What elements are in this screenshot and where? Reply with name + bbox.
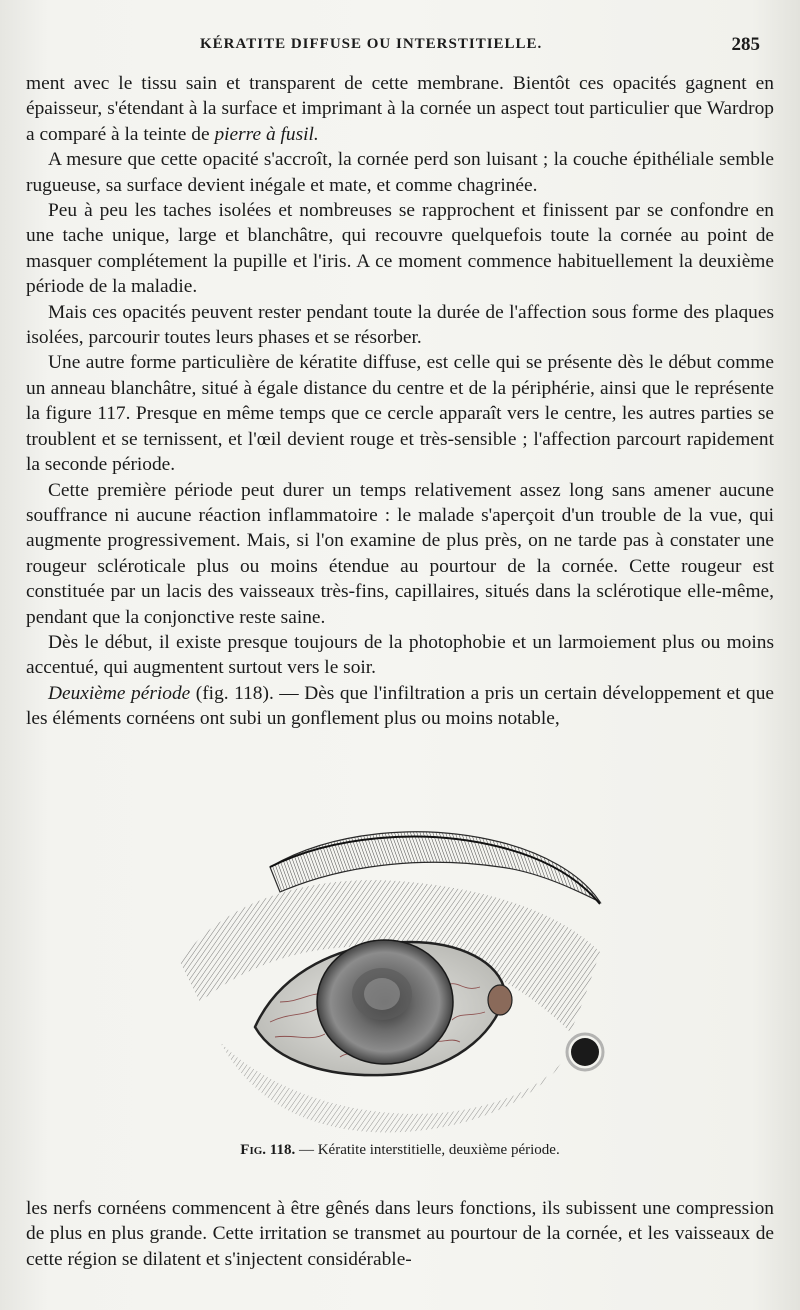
figure-caption-text: — Kératite interstitielle, deuxième période. bbox=[298, 1142, 560, 1158]
paragraph-1 bbox=[26, 71, 774, 147]
paragraph-1-text: ment avec le tissu sain et transparent de cette membrane. Bientôt ces opacités gagnent en épaisseur, s'étendant à la surface et imprimant à la cornée un aspect tout particulier que Wardrop a comparé à la teinte de bbox=[26, 73, 774, 145]
running-title: KÉRATITE DIFFUSE OU INTERSTITIELLE. bbox=[200, 36, 543, 52]
figure-caption bbox=[0, 1142, 800, 1159]
paragraph-8 bbox=[26, 681, 774, 732]
paragraph-7: Dès le début, il existe presque toujours de la photophobie et un larmoiement plus ou moins accentué, qui augmentent surtout vers le soir. bbox=[26, 631, 774, 679]
paragraph-8-text: (fig. 118). — Dès que l'infiltration a pris un certain développement et que les éléments cornéens ont subi un gonflement plus ou moins notable, bbox=[26, 682, 774, 730]
body-text-upper bbox=[26, 71, 774, 732]
body-text-lower bbox=[26, 1196, 774, 1272]
paragraph-5: Une autre forme particulière de kératite diffuse, est celle qui se présente dès le début comme un anneau blanchâtre, situé à égale distance du centre et de la périphérie, ainsi que le représente la figure 117. Presque en même temps que ce cercle apparaît vers le centre, les autres parties se troublent et se ternissent, et l'œil devient rouge et très-sensible ; l'affection parcourt rapidement la seconde période. bbox=[26, 352, 774, 476]
eye-illustration bbox=[160, 812, 630, 1142]
deuxieme-periode-heading: Deuxième période bbox=[48, 682, 191, 704]
paragraph-6: Cette première période peut durer un temps relativement assez long sans amener aucune souffrance ni aucune réaction inflammatoire : le malade s'aperçoit d'un trouble de la vue, qui augmente progressivement. Mais, si l'on examine de plus près, on ne tarde pas à constater une rougeur scléroticale plus ou moins étendue au pourtour de la cornée. Cette rougeur est constituée par un lacis des vaisseaux très-fins, capillaires, situés dans la sclérotique elle-même, pendant que la conjonctive reste saine. bbox=[26, 479, 774, 628]
paragraph-2: A mesure que cette opacité s'accroît, la cornée perd son luisant ; la couche épithéliale semble rugueuse, sa surface devient inégale et mate, et comme chagrinée. bbox=[26, 149, 774, 196]
figure-label: Fig. 118. bbox=[240, 1142, 296, 1158]
paragraph-9: les nerfs cornéens commencent à être gênés dans leurs fonctions, ils subissent une compression de plus en plus grande. Cette irritation se transmet au pourtour de la cornée, et les vaisseaux de cette région se dilatent et s'injectent considérable- bbox=[26, 1198, 774, 1270]
paragraph-4: Mais ces opacités peuvent rester pendant toute la durée de l'affection sous forme des plaques isolées, parcourir toutes leurs phases et se résorber. bbox=[26, 301, 774, 349]
figure-118-eye-engraving bbox=[160, 812, 630, 1142]
page-number: 285 bbox=[731, 34, 760, 55]
paragraph-3: Peu à peu les taches isolées et nombreuses se rapprochent et finissent par se confondre en une tache unique, large et blanchâtre, qui recouvre quelquefois toute la cornée au point de masquer complétement la pupille et l'iris. A ce moment commence habituellement la deuxième période de la maladie. bbox=[26, 200, 774, 298]
running-head bbox=[60, 36, 770, 58]
fusil-phrase: pierre à fusil. bbox=[214, 123, 319, 145]
